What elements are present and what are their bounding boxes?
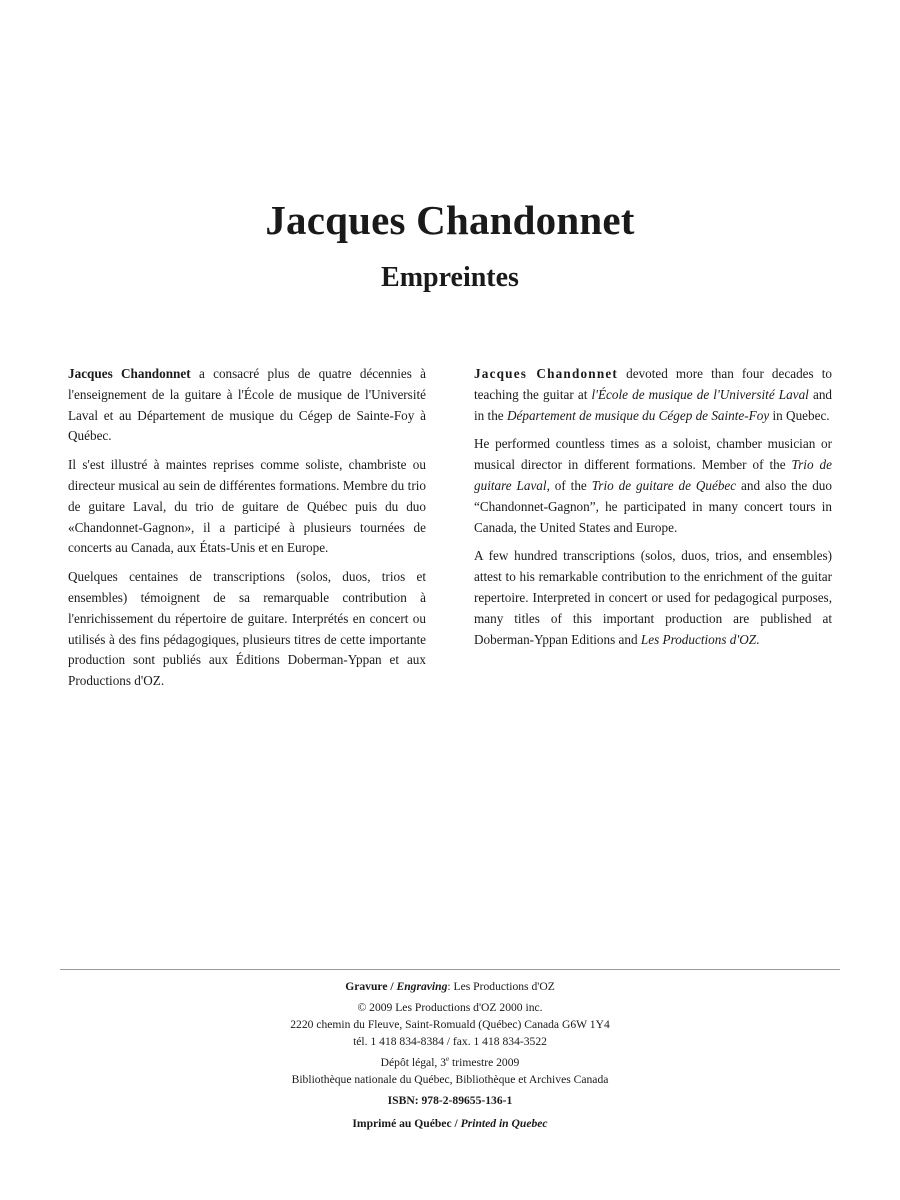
english-p2-i2: Trio de guitare de Québec bbox=[591, 477, 737, 493]
english-p3-i1: Les Productions d'OZ bbox=[640, 631, 757, 647]
english-p1-t3: in Quebec. bbox=[769, 407, 830, 423]
printed-block bbox=[0, 1115, 900, 1132]
english-p2-t1: He performed countless times as a soloist, chamber musician or musical director in different formations. Member of the bbox=[474, 436, 832, 473]
legal-deposit-suffix: trimestre 2009 bbox=[449, 1056, 520, 1069]
french-paragraph-2: Il s'est illustré à maintes reprises comme soliste, chambriste ou directeur musical au sein de différentes formations. Membre du trio de guitare Laval, du trio de guitare de Québec puis du duo «Chandonnet-Gagnon», il a participé à plusieurs tournées de concerts au Canada, aux États-Unis et en Europe. bbox=[68, 457, 426, 556]
work-title: Empreintes bbox=[381, 262, 519, 293]
libraries-line: Bibliothèque nationale du Québec, Bibliothèque et Archives Canada bbox=[291, 1073, 609, 1086]
engraving-credit bbox=[0, 978, 900, 995]
legal-deposit-line bbox=[0, 1054, 900, 1071]
printed-en: Printed in Quebec bbox=[460, 1117, 548, 1130]
english-paragraph-1 bbox=[474, 364, 832, 426]
copyright-line: © 2009 Les Productions d'OZ 2000 inc. bbox=[357, 1001, 543, 1014]
printed-fr: Imprimé au Québec / bbox=[352, 1117, 461, 1130]
english-p1-t1: devoted more than four decades to teaching the guitar at bbox=[474, 366, 833, 402]
footer-divider bbox=[60, 969, 840, 970]
engraving-label-en: Engraving bbox=[396, 980, 448, 993]
address-line: 2220 chemin du Fleuve, Saint-Romuald (Québec) Canada G6W 1Y4 bbox=[290, 1018, 610, 1031]
french-p1-text: a consacré plus de quatre décennies à l'enseignement de la guitare à l'École de musique de l'Université Laval et au Département de musique du Cégep de Sainte-Foy à Québec. bbox=[68, 366, 427, 444]
legal-deposit-sup: e bbox=[446, 1055, 450, 1064]
isbn: ISBN: 978-2-89655-136-1 bbox=[387, 1094, 513, 1107]
english-p2-i1: Trio de guitare Laval bbox=[474, 457, 832, 493]
french-author-name: Jacques Chandonnet bbox=[68, 366, 191, 381]
english-column bbox=[474, 364, 832, 658]
colophon bbox=[0, 978, 900, 1136]
engraving-label-fr: Gravure / bbox=[345, 980, 397, 993]
legal-deposit-block bbox=[0, 1054, 900, 1088]
english-p2-t2: , of the bbox=[546, 477, 592, 493]
english-paragraph-3 bbox=[474, 546, 832, 650]
english-p3-t2: . bbox=[756, 631, 760, 647]
english-p1-t2: and in the bbox=[474, 386, 833, 423]
isbn-block bbox=[0, 1092, 900, 1109]
author-title: Jacques Chandonnet bbox=[265, 197, 635, 243]
french-column bbox=[68, 364, 426, 700]
english-author-name: Jacques Chandonnet bbox=[474, 366, 619, 381]
english-p1-i1: l'École de musique de l'Université Laval bbox=[591, 386, 809, 402]
french-paragraph-1 bbox=[68, 364, 426, 447]
english-p2-t3: and also the duo “Chandonnet-Gagnon”, he participated in many concert tours in Canada, the United States and Europe. bbox=[474, 477, 832, 535]
engraving-value: : Les Productions d'OZ bbox=[447, 980, 555, 993]
french-paragraph-3: Quelques centaines de transcriptions (solos, duos, trios et ensembles) témoignent de sa remarquable contribution à l'enrichissement du répertoire de guitare. Interprétés en concert ou utilisés à des fins pédagogiques, plusieurs titres de cette importante production sont publiés aux Éditions Doberman-Yppan et aux Productions d'OZ. bbox=[68, 569, 426, 689]
legal-deposit-prefix: Dépôt légal, 3 bbox=[380, 1056, 447, 1069]
phone-line: tél. 1 418 834-8384 / fax. 1 418 834-3522 bbox=[353, 1035, 547, 1048]
english-paragraph-2 bbox=[474, 434, 832, 538]
publisher-block bbox=[0, 999, 900, 1050]
english-p3-t1: A few hundred transcriptions (solos, duos, trios, and ensembles) attest to his remarkable contribution to the enrichment of the guitar repertoire. Interpreted in concert or used for pedagogical purposes, many titles of this important production are published at Doberman-Yppan Editions and bbox=[474, 548, 832, 647]
english-p1-i2: Département de musique du Cégep de Sainte-Foy bbox=[506, 407, 770, 423]
